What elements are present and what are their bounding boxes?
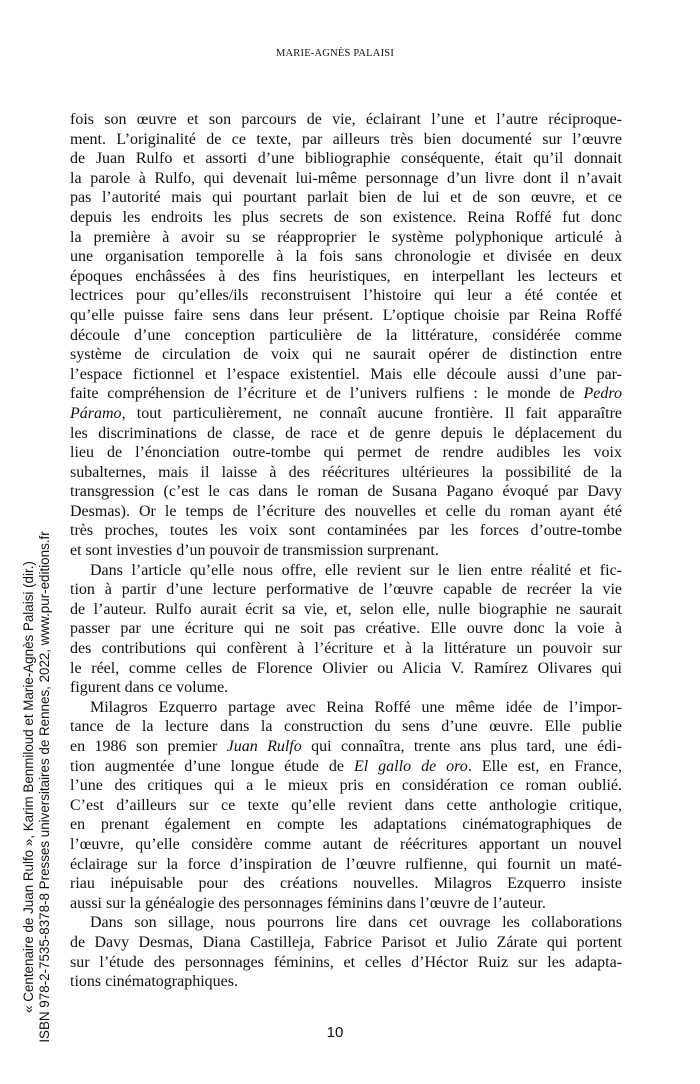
text-segment: faite compréhension de l’écriture et de l’univers rulfiens : le monde de — [70, 385, 584, 403]
italic-title: Juan Rulfo — [226, 738, 302, 755]
text-line: C’est d’ailleurs sur ce texte qu’elle revient dans cette anthologie critique, — [70, 796, 622, 814]
text-line — [70, 404, 622, 424]
text-line: sur l’étude des personnages féminins, et celles d’Héctor Ruiz sur les adapta- — [70, 953, 622, 971]
text-line: très proches, toutes les voix sont contaminées par les forces d’outre-tombe — [70, 522, 622, 540]
text-line: découle d’une conception particulière de la littérature, considérée comme — [70, 326, 622, 344]
italic-title: Páramo — [70, 404, 122, 422]
text-line: tion à partir d’une lecture performative de l’œuvre capable de recréer la vie — [70, 581, 622, 599]
text-line: lectrices pour qu’elles/ils reconstruisent l’histoire qui leur a été contée et — [70, 287, 622, 305]
text-segment: en 1986 son premier — [70, 738, 227, 755]
side-notice-title: « Centenaire de Juan Rulfo », Karim Benmiloud et Marie-Agnès Palaisi (dir.) — [21, 561, 36, 1013]
text-line: ment. L’originalité de ce texte, par ailleurs très bien documenté sur l’œuvre — [70, 130, 622, 148]
text-line: Dans son sillage, nous pourrons lire dans cet ouvrage les collaborations — [90, 914, 622, 932]
text-line: éclairage sur la force d’inspiration de l’œuvre rulfienne, qui fournit un maté- — [70, 855, 622, 873]
paragraph — [70, 698, 622, 914]
text-line: de l’auteur. Rulfo aurait écrit sa vie, et, selon elle, nulle biographie ne saurait — [70, 600, 622, 618]
text-line: tance de la lecture dans la construction du sens d’une œuvre. Elle publie — [70, 718, 622, 736]
text-line: le réel, comme celles de Florence Olivier ou Alicia V. Ramírez Olivares qui — [70, 659, 622, 677]
text-line: fois son œuvre et son parcours de vie, éclairant l’une et l’autre réciproque- — [70, 111, 622, 128]
text-line: aussi sur la généalogie des personnages féminins dans l’œuvre de l’auteur. — [70, 894, 546, 912]
text-line: Desmas). Or le temps de l’écriture des nouvelles et celle du roman ayant été — [70, 502, 622, 520]
italic-title: El gallo de oro — [353, 757, 468, 775]
text-line: de Davy Desmas, Diana Castilleja, Fabrice Parisot et Julio Zárate qui portent — [70, 933, 622, 951]
text-segment: . Elle est, en France, — [467, 757, 623, 775]
page-number: 10 — [326, 1024, 344, 1041]
text-line: qu’elle puisse faire sens dans leur présent. L’optique choisie par Reina Roffé — [70, 306, 622, 324]
text-line: Dans l’article qu’elle nous offre, elle revient sur le lien entre réalité et fic- — [90, 561, 622, 579]
text-line — [70, 737, 622, 757]
text-line: époques enchâssées à des fins heuristiques, en interpellant les lecteurs et — [70, 267, 622, 285]
paragraph — [70, 110, 622, 561]
text-line: la parole à Rulfo, qui devenait lui-même personnage d’un livre dont il n’avait — [70, 169, 622, 187]
text-line: les discriminations de classe, de race et de genre depuis le déplacement du — [70, 424, 622, 442]
running-header: MARIE-AGNÈS PALAISI — [275, 48, 395, 59]
text-line: la première à avoir su se réapproprier le système polyphonique articulé à — [70, 228, 622, 246]
body-text — [70, 110, 622, 992]
text-line: l’espace fictionnel et l’espace existentiel. Mais elle découle aussi d’une par- — [70, 365, 622, 383]
side-notice-isbn: ISBN 978-2-7535-8378-8 Presses universitaires de Rennes, 2022, www.pur-editions.fr — [37, 531, 52, 1043]
text-line: des contributions qui confèrent à l’écriture et à la littérature un pouvoir sur — [70, 640, 622, 658]
italic-title: Pedro — [583, 385, 622, 403]
paragraph — [70, 913, 622, 991]
text-segment: tion augmentée d’une longue étude de — [70, 757, 354, 775]
text-line: transgression (c’est le cas dans le roman de Susana Pagano évoqué par Davy — [70, 483, 622, 501]
text-line: l’une des critiques qui a le mieux pris en considération ce roman oublié. — [70, 777, 622, 795]
text-line: une organisation temporelle à la fois sans chronologie et divisée en deux — [70, 248, 622, 266]
text-line: Milagros Ezquerro partage avec Reina Roffé une même idée de l’impor- — [90, 698, 622, 716]
text-line: en prenant également en compte les adaptations cinématographiques de — [70, 816, 622, 834]
side-copyright-notice — [21, 502, 55, 1072]
text-line: tions cinématographiques. — [70, 973, 238, 991]
text-line: figurent dans ce volume. — [70, 679, 229, 697]
text-line: lieu de l’énonciation outre-tombe qui permet de rendre audibles les voix — [70, 444, 622, 462]
text-line: l’œuvre, qu’elle considère comme autant de réécritures apportant un nouvel — [70, 835, 622, 853]
text-line: pas l’autorité mais qui pourtant parlait bien de lui et de son œuvre, et ce — [70, 189, 622, 207]
text-line — [70, 757, 622, 777]
text-line: passer par une écriture qui ne soit pas créative. Elle ouvre donc la voie à — [70, 620, 622, 638]
text-line: et sont investies d’un pouvoir de transmission surprenant. — [70, 542, 439, 560]
text-line: riau inépuisable pour des créations nouvelles. Milagros Ezquerro insiste — [70, 875, 622, 893]
text-line — [70, 384, 622, 404]
text-line: système de circulation de voix qui ne saurait opérer de distinction entre — [70, 346, 622, 364]
text-line: de Juan Rulfo et assorti d’une bibliographie conséquente, était qu’il donnait — [70, 150, 622, 168]
text-line: subalternes, mais il laisse à des réécritures ultérieures la possibilité de la — [70, 463, 622, 481]
text-line: depuis les endroits les plus secrets de son existence. Reina Roffé fut donc — [70, 208, 622, 226]
text-segment: qui connaîtra, trente ans plus tard, une édi- — [301, 738, 623, 755]
text-segment: , tout particulièrement, ne connaît aucune frontière. Il fait apparaître — [121, 404, 622, 422]
paragraph — [70, 561, 622, 698]
